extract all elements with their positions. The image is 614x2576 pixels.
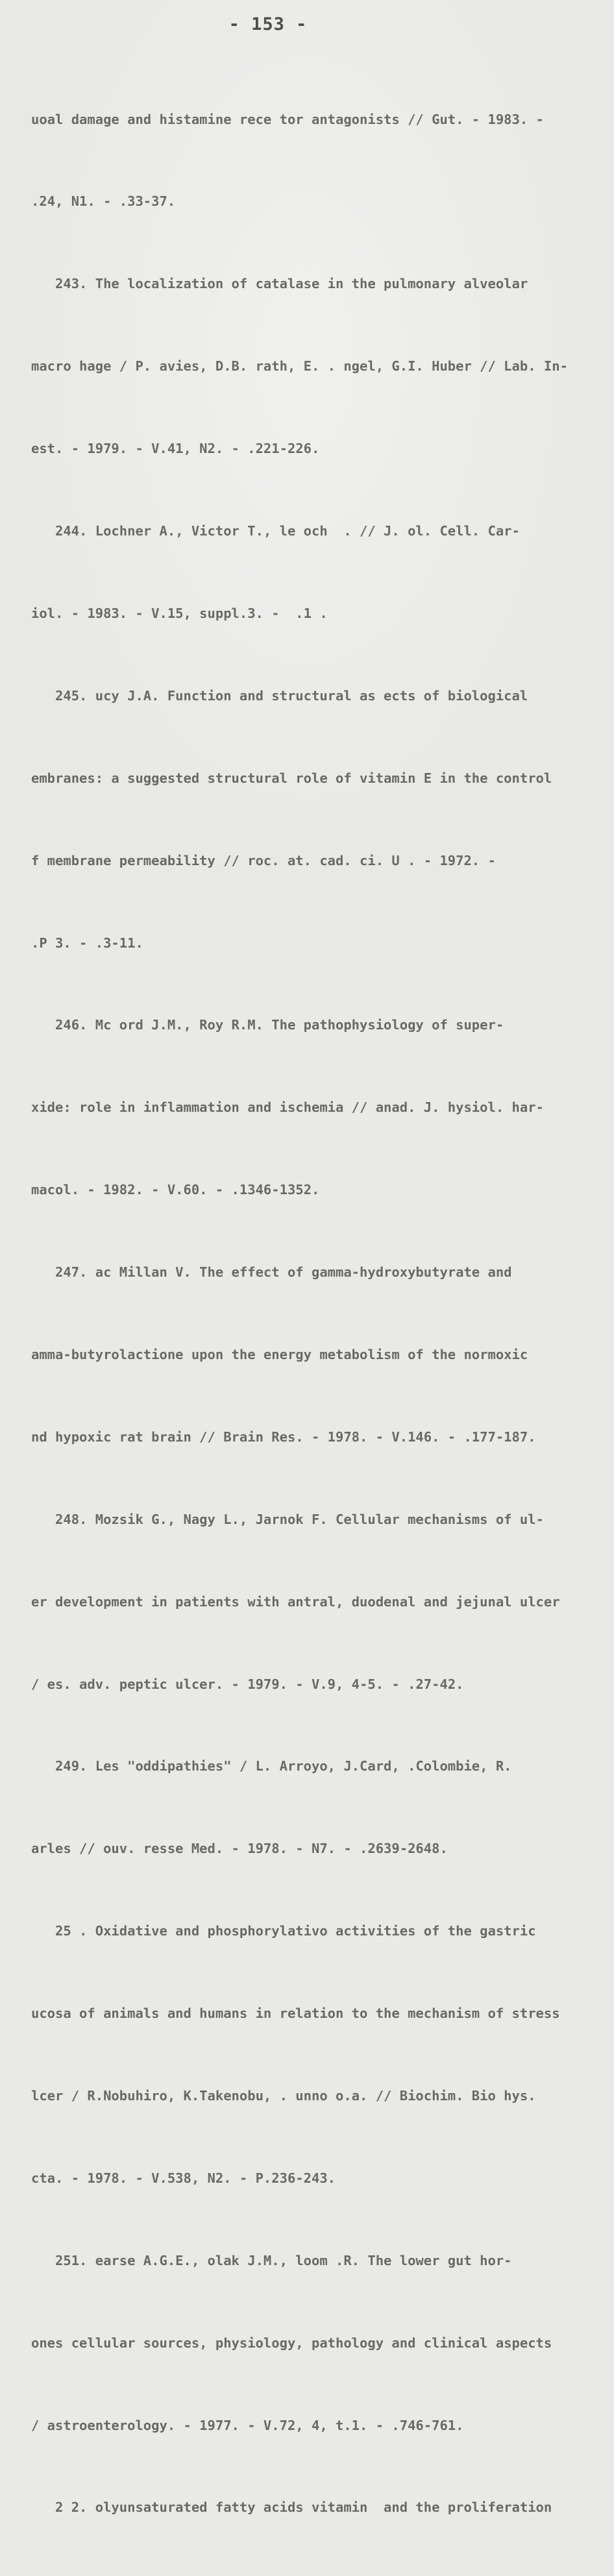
references-list — [31, 51, 583, 2576]
text-line: est. - 1979. - V.41, N2. - .221-226. — [31, 441, 320, 457]
page-number: - 153 - — [228, 14, 308, 34]
text-line: .P 3. - .3-11. — [31, 935, 143, 951]
text-line: / es. adv. peptic ulcer. - 1979. - V.9, 4-5. - .27-42. — [31, 1676, 464, 1692]
text-line: nd hypoxic rat brain // Brain Res. - 1978. - V.146. - .177-187. — [31, 1429, 536, 1445]
reference-243-line: 243. The localization of catalase in the pulmonary alveolar — [31, 276, 528, 292]
text-line: cta. - 1978. - V.538, N2. - P.236-243. — [31, 2170, 336, 2186]
reference-252-line: 2 2. olyunsaturated fatty acids vitamin and the proliferation — [31, 2499, 552, 2516]
reference-250-line: 25 . Oxidative and phosphorylativo activities of the gastric — [31, 1923, 536, 1939]
text-line: er development in patients with antral, duodenal and jejunal ulcer — [31, 1593, 560, 1610]
text-line: f membrane permeability // roc. at. cad. ci. U . - 1972. - — [31, 852, 496, 868]
reference-245-line: 245. ucy J.A. Function and structural as ects of biological — [31, 687, 528, 704]
text-line: ucosa of animals and humans in relation to the mechanism of stress — [31, 2006, 560, 2022]
reference-246-line: 246. Mc ord J.M., Roy R.M. The pathophysiology of super- — [31, 1017, 504, 1033]
text-line: xide: role in inflammation and ischemia // anad. J. hysiol. har- — [31, 1099, 544, 1116]
reference-244-line: 244. Lochner A., Victor T., le och . // J. ol. Cell. Car- — [31, 523, 520, 539]
reference-248-line: 248. Mozsik G., Nagy L., Jarnok F. Cellular mechanisms of ul- — [31, 1511, 544, 1527]
text-line: uoal damage and histamine rece tor antagonists // Gut. - 1983. - — [31, 111, 544, 127]
reference-249-line: 249. Les "oddipathies" / L. Arroyo, J.Card, .Colombie, R. — [31, 1758, 512, 1774]
text-line: macol. - 1982. - V.60. - .1346-1352. — [31, 1182, 320, 1198]
text-line: arles // ouv. resse Med. - 1978. - N7. - .2639-2648. — [31, 1841, 448, 1857]
text-line: embranes: a suggested structural role of vitamin E in the control — [31, 770, 552, 786]
text-line: amma-butyrolactione upon the energy metabolism of the normoxic — [31, 1346, 528, 1362]
text-line: / astroenterology. - 1977. - V.72, 4, t.1. - .746-761. — [31, 2417, 464, 2433]
text-line: lcer / R.Nobuhiro, K.Takenobu, . unno o.a. // Biochim. Bio hys. — [31, 2087, 536, 2104]
text-line: iol. - 1983. - V.15, suppl.3. - .1 . — [31, 605, 328, 621]
text-line: .24, N1. - .33-37. — [31, 193, 176, 210]
text-line: macro hage / P. avies, D.B. rath, E. . ngel, G.I. Huber // Lab. In- — [31, 358, 568, 374]
text-line: ones cellular sources, physiology, pathology and clinical aspects — [31, 2335, 552, 2351]
reference-251-line: 251. earse A.G.E., olak J.M., loom .R. The lower gut hor- — [31, 2252, 512, 2268]
reference-247-line: 247. ac Millan V. The effect of gamma-hydroxybutyrate and — [31, 1264, 512, 1281]
